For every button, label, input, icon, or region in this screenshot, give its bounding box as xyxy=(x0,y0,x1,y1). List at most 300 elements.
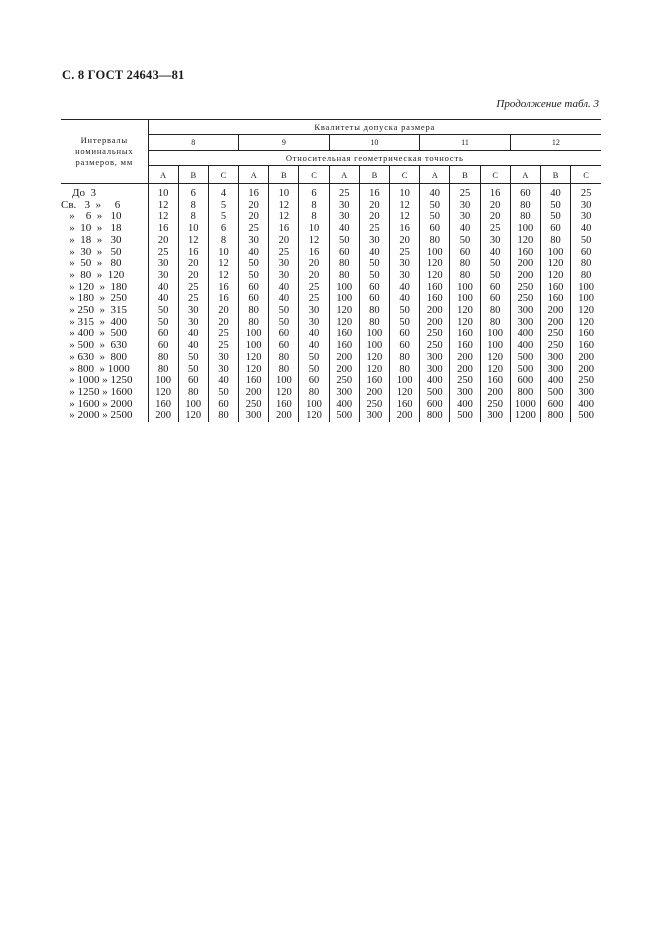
tolerance-value: 250 xyxy=(329,375,359,387)
tolerance-value: 30 xyxy=(299,305,329,317)
tolerance-value: 300 xyxy=(540,364,570,376)
tolerance-value: 100 xyxy=(239,328,269,340)
tolerance-value: 20 xyxy=(359,211,389,223)
accuracy-letter-header: С xyxy=(299,166,329,184)
tolerance-value: 16 xyxy=(148,223,178,235)
tolerance-value: 250 xyxy=(359,399,389,411)
tolerance-value: 160 xyxy=(390,399,420,411)
tolerance-value: 100 xyxy=(510,223,540,235)
tolerance-value: 100 xyxy=(450,282,480,294)
tolerance-value: 400 xyxy=(540,375,570,387)
table-row xyxy=(61,352,601,364)
tolerance-value: 160 xyxy=(359,375,389,387)
tolerance-value: 16 xyxy=(178,247,208,259)
tolerance-value: 120 xyxy=(359,364,389,376)
tolerance-value: 200 xyxy=(390,410,420,422)
tolerance-value: 120 xyxy=(480,364,510,376)
tolerance-value: 300 xyxy=(450,387,480,399)
tolerance-value: 60 xyxy=(208,399,238,411)
tolerance-value: 60 xyxy=(359,282,389,294)
tolerance-value: 200 xyxy=(329,352,359,364)
tolerance-value: 200 xyxy=(540,317,570,329)
tolerance-value: 160 xyxy=(540,293,570,305)
tolerance-value: 120 xyxy=(148,387,178,399)
tolerance-value: 400 xyxy=(329,399,359,411)
grade-header: 10 xyxy=(329,135,420,151)
table-row xyxy=(61,270,601,282)
corner-line-1: Интервалы xyxy=(80,135,128,145)
tolerance-value: 80 xyxy=(359,317,389,329)
tolerance-value: 50 xyxy=(390,317,420,329)
tolerance-value: 300 xyxy=(420,364,450,376)
size-interval-label: » 315 » 400 xyxy=(61,317,148,329)
tolerance-value: 120 xyxy=(359,352,389,364)
tolerance-value: 8 xyxy=(299,200,329,212)
tolerance-value: 250 xyxy=(450,375,480,387)
tolerance-value: 80 xyxy=(239,317,269,329)
tolerance-value: 12 xyxy=(148,200,178,212)
grade-header: 12 xyxy=(510,135,601,151)
tolerance-value: 80 xyxy=(580,269,592,281)
tolerance-value: 60 xyxy=(148,328,178,340)
accuracy-letter-header: А xyxy=(420,166,450,184)
tolerance-value: 120 xyxy=(239,352,269,364)
tolerance-value: 250 xyxy=(420,340,450,352)
table-row xyxy=(61,235,601,247)
tolerance-value: 400 xyxy=(510,340,540,352)
tolerance-value: 80 xyxy=(299,387,329,399)
page-header: С. 8 ГОСТ 24643—81 xyxy=(62,68,185,82)
tolerance-value: 40 xyxy=(580,223,592,235)
table-row xyxy=(61,387,601,399)
tolerance-value: 50 xyxy=(359,270,389,282)
tolerance-value: 100 xyxy=(480,328,510,340)
tolerance-value: 200 xyxy=(578,351,594,363)
tolerance-value: 80 xyxy=(390,364,420,376)
size-interval-label: » 800 » 1000 xyxy=(61,364,148,376)
tolerance-value: 80 xyxy=(329,258,359,270)
tolerance-value: 160 xyxy=(269,399,299,411)
grade-header: 8 xyxy=(148,135,239,151)
tolerance-value: 50 xyxy=(148,305,178,317)
tolerance-value: 25 xyxy=(580,188,592,199)
tolerance-value: 25 xyxy=(148,247,178,259)
table-row xyxy=(61,258,601,270)
tolerance-value: 50 xyxy=(239,270,269,282)
tolerance-value: 50 xyxy=(420,211,450,223)
tolerance-value: 50 xyxy=(239,258,269,270)
tolerance-value: 250 xyxy=(540,328,570,340)
tolerance-value: 200 xyxy=(148,410,178,422)
tolerance-value: 5 xyxy=(208,211,238,223)
tolerance-table xyxy=(61,119,601,422)
tolerance-value: 40 xyxy=(420,184,450,200)
tolerance-value: 300 xyxy=(510,305,540,317)
tolerance-value: 12 xyxy=(299,235,329,247)
tolerance-value: 100 xyxy=(329,282,359,294)
tolerance-value: 80 xyxy=(269,364,299,376)
table-continuation-caption: Продолжение табл. 3 xyxy=(496,98,599,110)
size-interval-label: » 180 » 250 xyxy=(61,293,148,305)
tolerance-value: 100 xyxy=(148,375,178,387)
tolerance-value: 40 xyxy=(239,247,269,259)
tolerance-value: 16 xyxy=(299,247,329,259)
tolerance-value: 40 xyxy=(390,282,420,294)
tolerance-value: 40 xyxy=(148,282,178,294)
tolerance-value: 40 xyxy=(480,247,510,259)
size-interval-label: » 10 » 18 xyxy=(61,223,148,235)
tolerance-value: 25 xyxy=(329,184,359,200)
tolerance-value: 80 xyxy=(480,317,510,329)
tolerance-value: 40 xyxy=(329,223,359,235)
tolerance-value: 120 xyxy=(329,305,359,317)
tolerance-value: 5 xyxy=(208,200,238,212)
tolerance-value: 60 xyxy=(420,223,450,235)
tolerance-value: 400 xyxy=(510,328,540,340)
tolerance-value: 50 xyxy=(450,235,480,247)
tolerance-value: 20 xyxy=(208,305,238,317)
tolerance-value: 80 xyxy=(178,387,208,399)
tolerance-value: 10 xyxy=(208,247,238,259)
tolerance-value: 30 xyxy=(208,352,238,364)
size-interval-label: » 250 » 315 xyxy=(61,305,148,317)
tolerance-value: 60 xyxy=(269,328,299,340)
tolerance-value: 80 xyxy=(329,270,359,282)
tolerance-value: 50 xyxy=(540,211,570,223)
tolerance-value: 800 xyxy=(510,387,540,399)
tolerance-value: 25 xyxy=(359,223,389,235)
tolerance-value: 30 xyxy=(148,270,178,282)
tolerance-value: 80 xyxy=(450,258,480,270)
size-interval-label: » 80 » 120 xyxy=(61,270,148,282)
tolerance-value: 100 xyxy=(390,375,420,387)
tolerance-value: 120 xyxy=(450,305,480,317)
tolerance-value: 60 xyxy=(178,375,208,387)
tolerance-value: 50 xyxy=(299,364,329,376)
tolerance-value: 200 xyxy=(329,364,359,376)
tolerance-value: 80 xyxy=(510,200,540,212)
tolerance-value: 30 xyxy=(580,211,592,223)
tolerance-value: 120 xyxy=(390,387,420,399)
tolerance-value: 4 xyxy=(208,184,238,200)
tolerance-value: 60 xyxy=(510,184,540,200)
table-row xyxy=(61,317,601,329)
tolerance-value: 200 xyxy=(420,305,450,317)
tolerance-value: 250 xyxy=(510,282,540,294)
tolerance-value: 100 xyxy=(578,281,594,293)
tolerance-value: 120 xyxy=(510,235,540,247)
tolerance-value: 300 xyxy=(578,386,594,398)
tolerance-value: 30 xyxy=(178,305,208,317)
tolerance-value: 12 xyxy=(269,200,299,212)
tolerance-value: 100 xyxy=(178,399,208,411)
accuracy-letter-header: В xyxy=(540,166,570,184)
tolerance-value: 160 xyxy=(578,340,594,352)
tolerance-value: 160 xyxy=(540,282,570,294)
tolerance-value: 20 xyxy=(480,211,510,223)
accuracy-letter-header: В xyxy=(269,166,299,184)
corner-line-2: номинальных xyxy=(75,146,134,156)
tolerance-value: 800 xyxy=(420,410,450,422)
tolerance-value: 120 xyxy=(540,270,570,282)
size-interval-label: » 30 » 50 xyxy=(61,247,148,259)
tolerance-value: 6 xyxy=(178,184,208,200)
tolerance-value: 50 xyxy=(178,352,208,364)
table-row xyxy=(61,328,601,340)
tolerance-value: 40 xyxy=(450,223,480,235)
tolerance-value: 30 xyxy=(480,235,510,247)
tolerance-value: 250 xyxy=(510,293,540,305)
tolerance-value: 60 xyxy=(480,282,510,294)
tolerance-value: 6 xyxy=(208,223,238,235)
tolerance-value: 50 xyxy=(359,258,389,270)
table-row xyxy=(61,375,601,387)
tolerance-value: 30 xyxy=(450,200,480,212)
tolerance-value: 80 xyxy=(269,352,299,364)
tolerance-value: 25 xyxy=(450,184,480,200)
tolerance-value: 20 xyxy=(480,200,510,212)
tolerance-value: 200 xyxy=(510,258,540,270)
accuracy-letter-header: С xyxy=(571,166,601,184)
accuracy-letter-header: А xyxy=(510,166,540,184)
tolerance-value: 16 xyxy=(239,184,269,200)
tolerance-value: 16 xyxy=(390,223,420,235)
tolerance-value: 30 xyxy=(178,317,208,329)
tolerance-value: 10 xyxy=(148,184,178,200)
tolerance-value: 16 xyxy=(480,184,510,200)
tolerance-value: 400 xyxy=(450,399,480,411)
tolerance-value: 120 xyxy=(578,316,594,328)
tolerance-value: 800 xyxy=(540,410,570,422)
tolerance-value: 20 xyxy=(178,258,208,270)
tolerance-value: 500 xyxy=(510,352,540,364)
tolerance-value: 160 xyxy=(420,282,450,294)
tolerance-value: 120 xyxy=(239,364,269,376)
tolerance-value: 100 xyxy=(540,247,570,259)
tolerance-value: 120 xyxy=(420,270,450,282)
tolerance-value: 200 xyxy=(510,270,540,282)
tolerance-value: 50 xyxy=(178,364,208,376)
tolerance-value: 25 xyxy=(269,247,299,259)
tolerance-value: 80 xyxy=(580,258,592,270)
size-interval-label: » 6 » 10 xyxy=(61,211,148,223)
tolerance-value: 25 xyxy=(299,293,329,305)
tolerance-value: 100 xyxy=(450,293,480,305)
tolerance-value: 160 xyxy=(329,328,359,340)
tolerance-value: 30 xyxy=(208,364,238,376)
tolerance-value: 200 xyxy=(239,387,269,399)
tolerance-value: 600 xyxy=(510,375,540,387)
tolerance-value: 30 xyxy=(239,235,269,247)
corner-line-3: размеров, мм xyxy=(75,157,134,167)
tolerance-value: 100 xyxy=(269,375,299,387)
tolerance-value: 500 xyxy=(540,387,570,399)
tolerance-value: 16 xyxy=(269,223,299,235)
tolerance-value: 100 xyxy=(359,328,389,340)
table-row xyxy=(61,211,601,223)
size-interval-label: » 120 » 180 xyxy=(61,282,148,294)
size-interval-header xyxy=(61,120,148,184)
tolerance-value: 250 xyxy=(540,340,570,352)
tolerance-value: 20 xyxy=(299,258,329,270)
tolerance-value: 50 xyxy=(269,317,299,329)
tolerance-value: 400 xyxy=(578,398,594,410)
tolerance-value: 60 xyxy=(450,247,480,259)
tolerance-value: 500 xyxy=(510,364,540,376)
tolerance-value: 30 xyxy=(148,258,178,270)
tolerance-value: 60 xyxy=(148,340,178,352)
tolerance-value: 600 xyxy=(540,399,570,411)
tolerance-value: 40 xyxy=(269,282,299,294)
tolerance-value: 40 xyxy=(148,293,178,305)
tolerance-value: 100 xyxy=(420,247,450,259)
tolerance-value: 80 xyxy=(208,410,238,422)
tolerance-value: 200 xyxy=(420,317,450,329)
tolerance-value: 40 xyxy=(359,247,389,259)
tolerance-value: 160 xyxy=(450,328,480,340)
tolerance-value: 60 xyxy=(239,293,269,305)
tolerance-value: 500 xyxy=(329,410,359,422)
table-row xyxy=(61,340,601,352)
tolerance-value: 200 xyxy=(540,305,570,317)
tolerance-value: 50 xyxy=(148,317,178,329)
tolerance-value: 50 xyxy=(390,305,420,317)
tolerance-value: 60 xyxy=(329,247,359,259)
size-interval-label: » 2000 » 2500 xyxy=(61,410,148,422)
tolerance-value: 160 xyxy=(510,247,540,259)
tolerance-value: 12 xyxy=(178,235,208,247)
grade-header: 11 xyxy=(420,135,511,151)
size-interval-label: » 500 » 630 xyxy=(61,340,148,352)
tolerance-value: 80 xyxy=(420,235,450,247)
tolerance-value: 100 xyxy=(299,399,329,411)
tolerance-value: 50 xyxy=(208,387,238,399)
tolerance-value: 60 xyxy=(299,375,329,387)
tolerance-value: 40 xyxy=(540,184,570,200)
tolerance-value: 6 xyxy=(299,184,329,200)
tolerance-value: 200 xyxy=(480,387,510,399)
table-row xyxy=(61,200,601,212)
tolerance-value: 50 xyxy=(299,352,329,364)
tolerance-value: 12 xyxy=(269,211,299,223)
tolerance-value: 25 xyxy=(390,247,420,259)
size-interval-label: » 18 » 30 xyxy=(61,235,148,247)
tolerance-value: 20 xyxy=(239,211,269,223)
tolerance-value: 160 xyxy=(148,399,178,411)
tolerance-value: 16 xyxy=(359,184,389,200)
tolerance-value: 25 xyxy=(299,282,329,294)
tolerance-value: 160 xyxy=(329,340,359,352)
tolerance-value: 160 xyxy=(450,340,480,352)
tolerance-value: 30 xyxy=(269,270,299,282)
table-row xyxy=(61,282,601,294)
tolerance-value: 25 xyxy=(208,340,238,352)
tolerance-value: 25 xyxy=(208,328,238,340)
tolerance-value: 40 xyxy=(208,375,238,387)
tolerance-value: 8 xyxy=(299,211,329,223)
tolerance-value: 25 xyxy=(239,223,269,235)
size-interval-label: » 1000 » 1250 xyxy=(61,375,148,387)
tolerance-value: 160 xyxy=(480,375,510,387)
tolerance-value: 12 xyxy=(208,258,238,270)
tolerance-value: 50 xyxy=(269,305,299,317)
tolerance-value: 60 xyxy=(239,282,269,294)
tolerance-value: 120 xyxy=(540,258,570,270)
tolerance-value: 100 xyxy=(359,340,389,352)
accuracy-letter-header: В xyxy=(359,166,389,184)
tolerance-value: 8 xyxy=(208,235,238,247)
tolerance-value: 100 xyxy=(578,293,594,305)
tolerance-value: 500 xyxy=(450,410,480,422)
accuracy-letter-header: А xyxy=(239,166,269,184)
tolerance-value: 200 xyxy=(359,387,389,399)
tolerance-value: 100 xyxy=(480,340,510,352)
tolerance-value: 200 xyxy=(450,352,480,364)
table-row xyxy=(61,399,601,411)
tolerance-value: 20 xyxy=(208,317,238,329)
tolerance-value: 30 xyxy=(329,211,359,223)
tolerance-value: 20 xyxy=(359,200,389,212)
table-body xyxy=(61,184,601,423)
tolerance-value: 160 xyxy=(239,375,269,387)
tolerance-value: 120 xyxy=(269,387,299,399)
tolerance-value: 250 xyxy=(420,328,450,340)
tolerance-value: 60 xyxy=(269,340,299,352)
tolerance-value: 200 xyxy=(450,364,480,376)
tolerance-value: 20 xyxy=(239,200,269,212)
tolerance-value: 40 xyxy=(178,340,208,352)
table-row xyxy=(61,293,601,305)
tolerance-value: 50 xyxy=(480,270,510,282)
tolerance-value: 30 xyxy=(580,199,592,211)
tolerance-value: 25 xyxy=(178,282,208,294)
tolerance-value: 80 xyxy=(148,352,178,364)
accuracy-letter-header: А xyxy=(148,166,178,184)
tolerance-value: 20 xyxy=(148,235,178,247)
tolerance-value: 500 xyxy=(578,410,594,422)
group-title: Квалитеты допуска размера xyxy=(148,120,601,135)
tolerance-value: 80 xyxy=(239,305,269,317)
accuracy-letter-header: В xyxy=(178,166,208,184)
tolerance-value: 10 xyxy=(390,184,420,200)
tolerance-value: 120 xyxy=(578,305,594,317)
tolerance-value: 200 xyxy=(578,363,594,375)
tolerance-value: 50 xyxy=(540,200,570,212)
grade-header: 9 xyxy=(239,135,330,151)
tolerance-value: 300 xyxy=(480,410,510,422)
table-row xyxy=(61,247,601,259)
tolerance-value: 160 xyxy=(578,328,594,340)
subtitle: Относительная геометрическая точность xyxy=(148,151,601,166)
size-interval-label: » 1250 » 1600 xyxy=(61,387,148,399)
size-interval-label: » 630 » 800 xyxy=(61,352,148,364)
tolerance-value: 80 xyxy=(450,270,480,282)
tolerance-value: 60 xyxy=(390,340,420,352)
tolerance-value: 120 xyxy=(329,317,359,329)
tolerance-value: 80 xyxy=(540,235,570,247)
tolerance-value: 30 xyxy=(390,270,420,282)
tolerance-value: 20 xyxy=(299,270,329,282)
tolerance-value: 80 xyxy=(510,211,540,223)
tolerance-value: 40 xyxy=(178,328,208,340)
tolerance-value: 12 xyxy=(208,270,238,282)
tolerance-value: 10 xyxy=(178,223,208,235)
tolerance-value: 500 xyxy=(420,387,450,399)
tolerance-value: 30 xyxy=(359,235,389,247)
tolerance-value: 120 xyxy=(178,410,208,422)
tolerance-value: 300 xyxy=(329,387,359,399)
tolerance-value: 20 xyxy=(178,270,208,282)
